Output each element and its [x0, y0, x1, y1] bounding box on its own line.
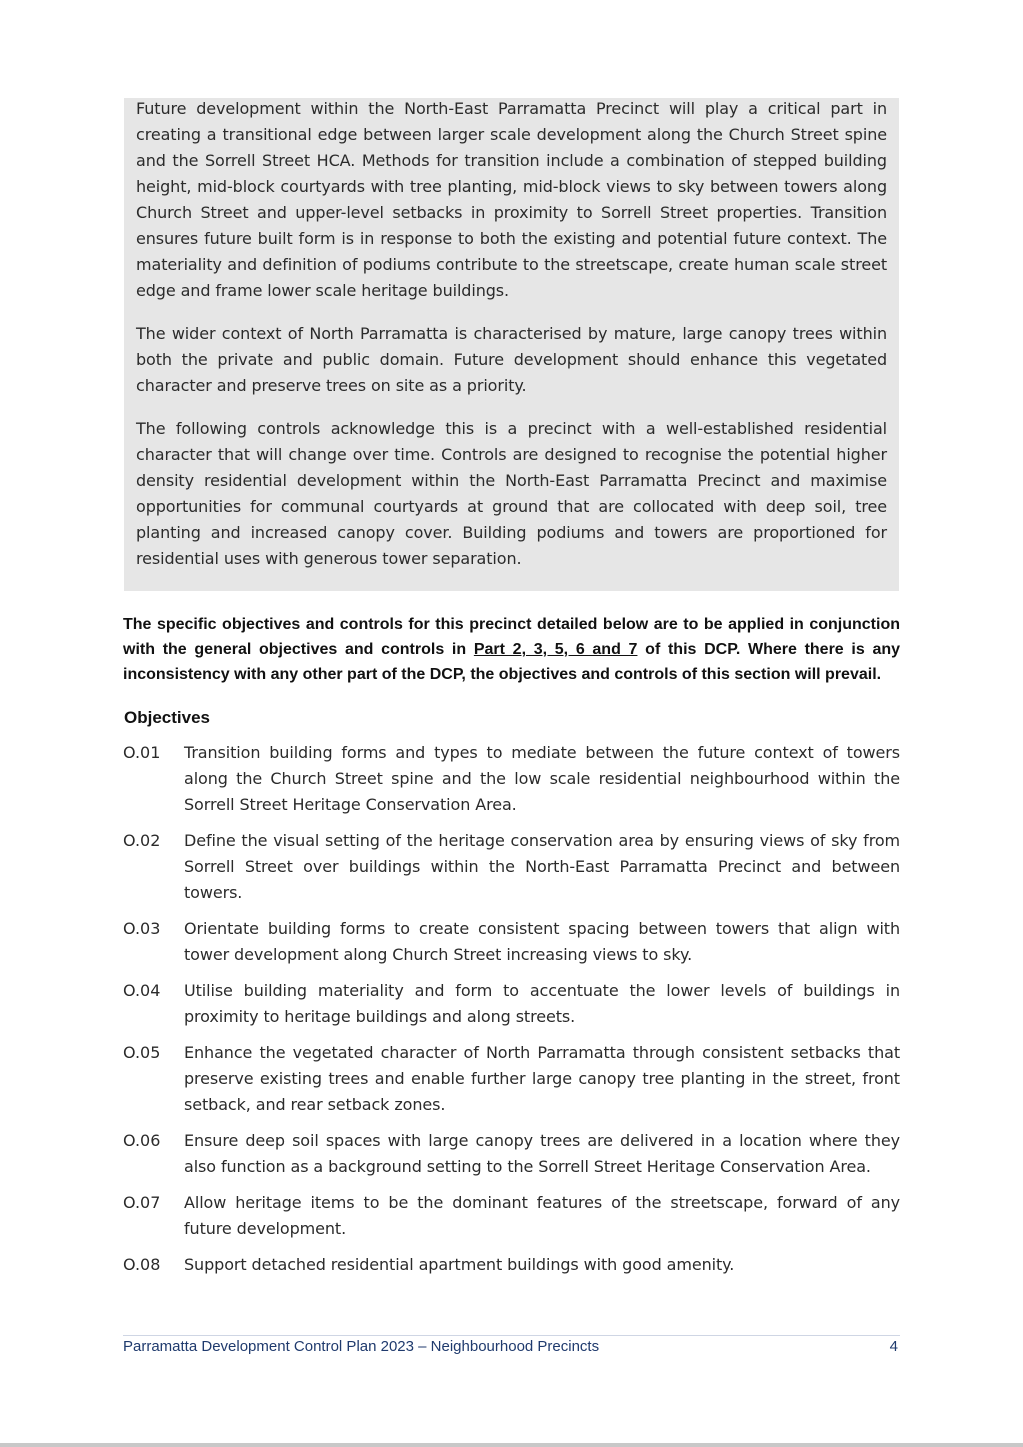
objective-code: O.07	[123, 1193, 161, 1212]
objective-item	[123, 978, 900, 1030]
objective-text: Allow heritage items to be the dominant features of the streetscape, forward of any future development.	[184, 1193, 900, 1238]
objective-item	[123, 1040, 900, 1118]
footer-divider	[123, 1335, 900, 1336]
objective-code: O.05	[123, 1043, 161, 1062]
objective-text: Orientate building forms to create consistent spacing between towers that align with tower development along Church Street increasing views to sky.	[184, 919, 900, 964]
objectives-list	[123, 740, 900, 1288]
objective-code: O.06	[123, 1131, 161, 1150]
footer-document-title: Parramatta Development Control Plan 2023 – Neighbourhood Precincts	[123, 1338, 600, 1355]
objective-code: O.01	[123, 743, 161, 762]
application-note	[123, 612, 900, 687]
objective-text: Enhance the vegetated character of North Parramatta through consistent setbacks that preserve existing trees and enable further large canopy tree planting in the street, front setback, and rear setback zones.	[184, 1043, 900, 1114]
objective-code: O.02	[123, 831, 161, 850]
objective-text: Define the visual setting of the heritage conservation area by ensuring views of sky from Sorrell Street over buildings within the North-East Parramatta Precinct and between towers.	[184, 831, 900, 902]
objectives-heading: Objectives	[124, 708, 210, 727]
intro-paragraph-2: The wider context of North Parramatta is characterised by mature, large canopy trees within both the private and public domain. Future development should enhance this vegetated character and preserve trees on site as a priority.	[136, 324, 887, 395]
objective-item	[123, 740, 900, 818]
objective-item	[123, 916, 900, 968]
footer-page-number: 4	[889, 1338, 898, 1355]
page-bottom-edge	[0, 1443, 1023, 1447]
objective-code: O.04	[123, 981, 161, 1000]
objective-text: Utilise building materiality and form to accentuate the lower levels of buildings in proximity to heritage buildings and along streets.	[184, 981, 900, 1026]
objective-code: O.08	[123, 1255, 161, 1274]
intro-paragraph-1: Future development within the North-East Parramatta Precinct will play a critical part in creating a transitional edge between larger scale development along the Church Street spine and the Sorrell Street HCA. Methods for transition include a combination of stepped building height, mid-block courtyards with tree planting, mid-block views to sky between towers along Church Street and upper-level setbacks in proximity to Sorrell Street properties. Transition ensures future built form is in response to both the existing and potential future context. The materiality and definition of podiums contribute to the streetscape, create human scale street edge and frame lower scale heritage buildings.	[136, 99, 887, 300]
objective-item	[123, 1252, 900, 1278]
objective-item	[123, 1128, 900, 1180]
application-note-text-after: of this DCP. Where there is any inconsistency with any other part of the DCP, the objectives and controls of this section will prevail.	[123, 641, 901, 683]
objective-code: O.03	[123, 919, 161, 938]
objective-text: Support detached residential apartment buildings with good amenity.	[184, 1255, 735, 1274]
intro-paragraph-3: The following controls acknowledge this is a precinct with a well-established residential character that will change over time. Controls are designed to recognise the potential higher density residential development within the North-East Parramatta Precinct and maximise opportunities for communal courtyards at ground that are collocated with deep soil, tree planting and increased canopy cover. Building podiums and towers are proportioned for residential uses with generous tower separation.	[136, 419, 887, 568]
objective-text: Transition building forms and types to mediate between the future context of towers along the Church Street spine and the low scale residential neighbourhood within the Sorrell Street Heritage Conservation Area.	[184, 743, 900, 814]
objective-item	[123, 1190, 900, 1242]
objective-text: Ensure deep soil spaces with large canopy trees are delivered in a location where they also function as a background setting to the Sorrell Street Heritage Conservation Area.	[184, 1131, 900, 1176]
application-note-text-before: The specific objectives and controls for this precinct detailed below are to be applied in conjunction with the general objectives and controls in	[123, 616, 900, 658]
dcp-parts-link[interactable]: Part 2, 3, 5, 6 and 7	[473, 641, 638, 658]
objective-item	[123, 828, 900, 906]
intro-box	[124, 98, 899, 591]
